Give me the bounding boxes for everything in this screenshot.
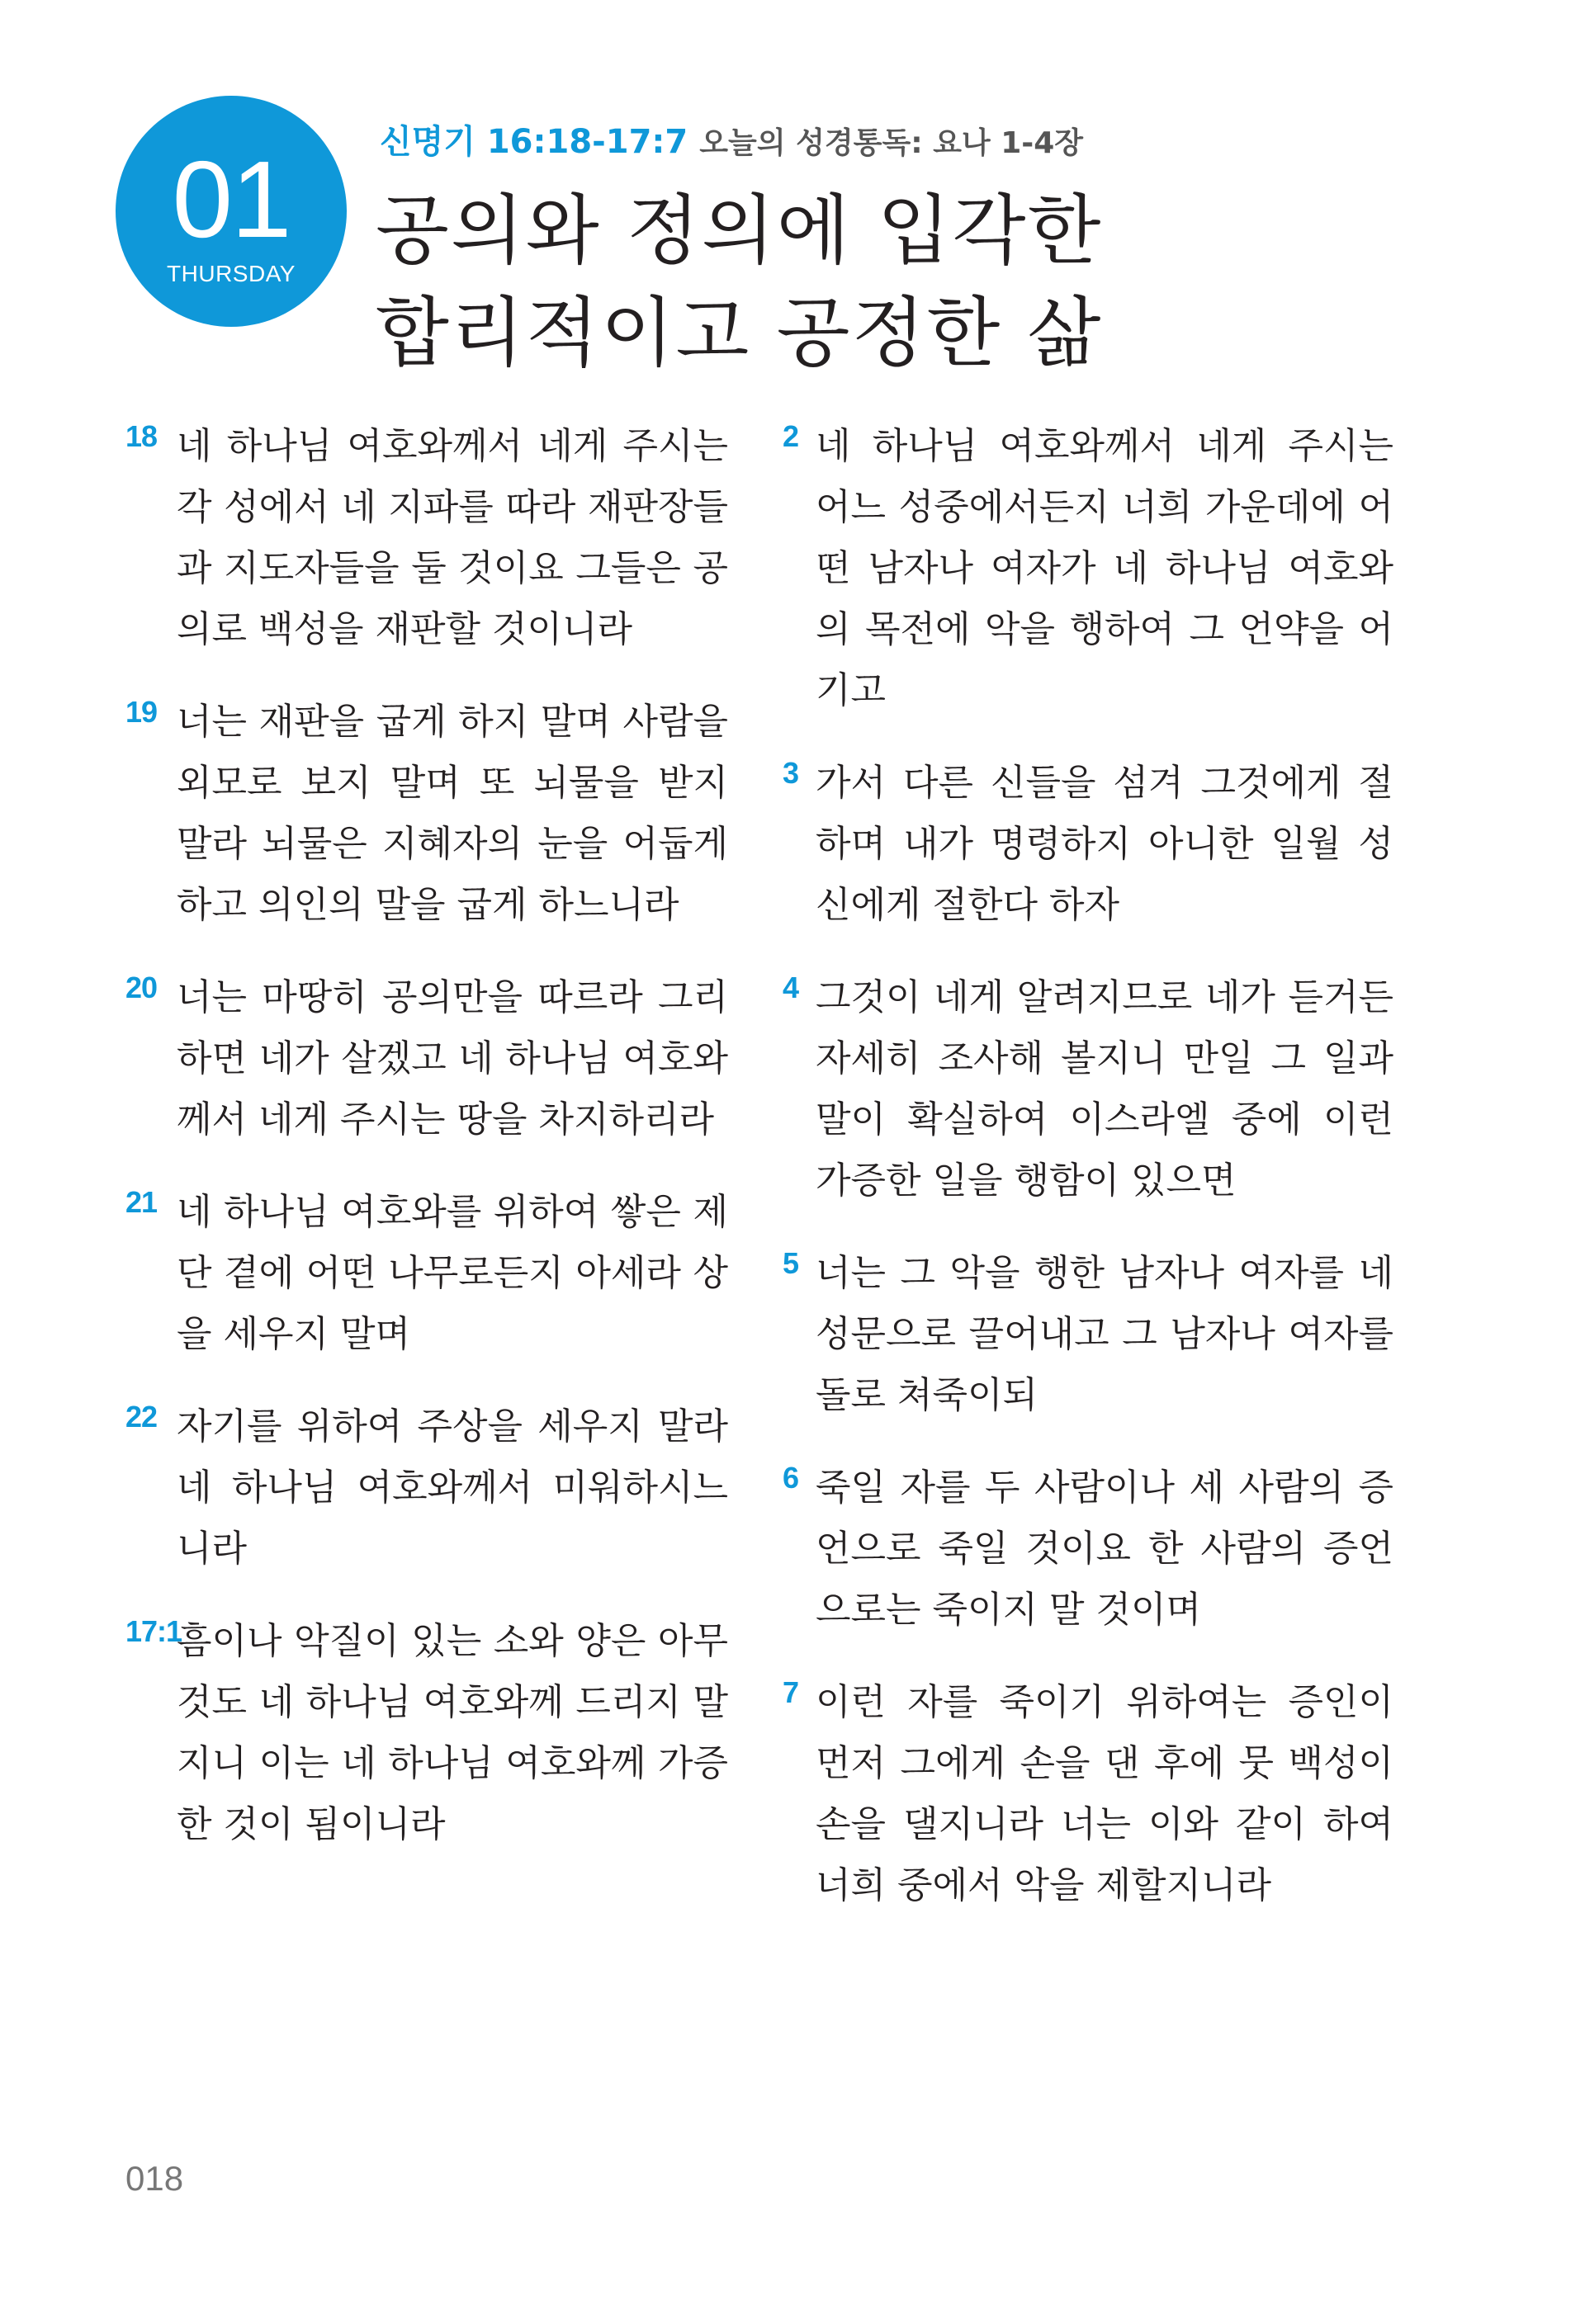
verse-number: 4 — [783, 971, 799, 1004]
verse-text: 네 하나님 여호와께서 네게 주시는 각 성에서 네 지파를 따라 재판장들과 지도자들을 둘 것이요 그들은 공의로 백성을 재판할 것이니라 — [177, 425, 728, 650]
weekday-label: THURSDAY — [167, 261, 296, 286]
page-title — [376, 180, 1531, 385]
verse-text: 너는 재판을 굽게 하지 말며 사람을 외모로 보지 말며 또 뇌물을 받지 말라 뇌물은 지혜자의 눈을 어둡게 하고 의인의 말을 굽게 하느니라 — [177, 701, 728, 926]
verse — [783, 1457, 1393, 1641]
verse-text: 죽일 자를 두 사람이나 세 사람의 증언으로 죽일 것이요 한 사람의 증언으로는 죽이지 말 것이며 — [816, 1467, 1393, 1631]
left-column — [125, 416, 728, 1887]
verse-number: 20 — [125, 971, 158, 1004]
title-line-2: 합리적이고 공정한 삶 — [376, 289, 1103, 377]
verse-number: 22 — [125, 1400, 158, 1434]
verse-number: 18 — [125, 419, 158, 453]
right-column — [783, 416, 1393, 1948]
verse — [125, 1182, 728, 1365]
verse — [783, 753, 1393, 936]
verse-number: 6 — [783, 1461, 799, 1495]
verse — [125, 967, 728, 1150]
verse-text: 흠이나 악질이 있는 소와 양은 아무것도 네 하나님 여호와께 드리지 말지니 이는 네 하나님 여호와께 가증한 것이 됨이니라 — [177, 1620, 728, 1845]
verse-text: 네 하나님 여호와를 위하여 쌓은 제단 곁에 어떤 나무로든지 아세라 상을 세우지 말며 — [177, 1191, 728, 1355]
verse — [783, 967, 1393, 1212]
verse-number: 19 — [125, 695, 158, 729]
verse — [125, 416, 728, 660]
verse — [125, 692, 728, 936]
verse — [783, 416, 1393, 721]
reference-line — [380, 123, 1084, 161]
verse-text: 너는 마땅히 공의만을 따르라 그리하면 네가 살겠고 네 하나님 여호와께서 네게 주시는 땅을 차지하리라 — [177, 976, 728, 1141]
verse-text: 네 하나님 여호와께서 네게 주시는 어느 성중에서든지 너희 가운데에 어떤 남자나 여자가 네 하나님 여호와의 목전에 악을 행하여 그 언약을 어기고 — [816, 425, 1393, 711]
page-number: 018 — [125, 2159, 184, 2198]
verse-number: 3 — [783, 756, 799, 790]
verse-text: 이런 자를 죽이기 위하여는 증인이 먼저 그에게 손을 댄 후에 뭇 백성이 손을 댈지니라 너는 이와 같이 하여 너희 중에서 악을 제할지니라 — [816, 1681, 1393, 1906]
verse-number: 7 — [783, 1675, 799, 1709]
scripture-reference: 신명기 16:18-17:7 — [380, 123, 688, 161]
verse-number: 2 — [783, 419, 799, 453]
day-number: 01 — [172, 139, 291, 260]
day-badge — [116, 96, 347, 327]
verse-number: 5 — [783, 1246, 799, 1280]
verse-number: 21 — [125, 1185, 158, 1219]
verse-number: 17:1 — [125, 1614, 182, 1648]
verse — [125, 1611, 728, 1855]
verse — [125, 1396, 728, 1580]
verse-text: 가서 다른 신들을 섬겨 그것에게 절하며 내가 명령하지 아니한 일월 성신에게 절한다 하자 — [816, 762, 1393, 926]
title-line-1: 공의와 정의에 입각한 — [376, 187, 1103, 275]
verse-text: 자기를 위하여 주상을 세우지 말라 네 하나님 여호와께서 미워하시느니라 — [177, 1405, 728, 1570]
verse — [783, 1672, 1393, 1916]
verse-text: 너는 그 악을 행한 남자나 여자를 네 성문으로 끌어내고 그 남자나 여자를 돌로 쳐죽이되 — [816, 1252, 1393, 1416]
verse-text: 그것이 네게 알려지므로 네가 듣거든 자세히 조사해 볼지니 만일 그 일과 말이 확실하여 이스라엘 중에 이런 가증한 일을 행함이 있으면 — [816, 976, 1393, 1202]
verse — [783, 1243, 1393, 1426]
daily-reading: 오늘의 성경통독: 요나 1-4장 — [699, 126, 1084, 160]
